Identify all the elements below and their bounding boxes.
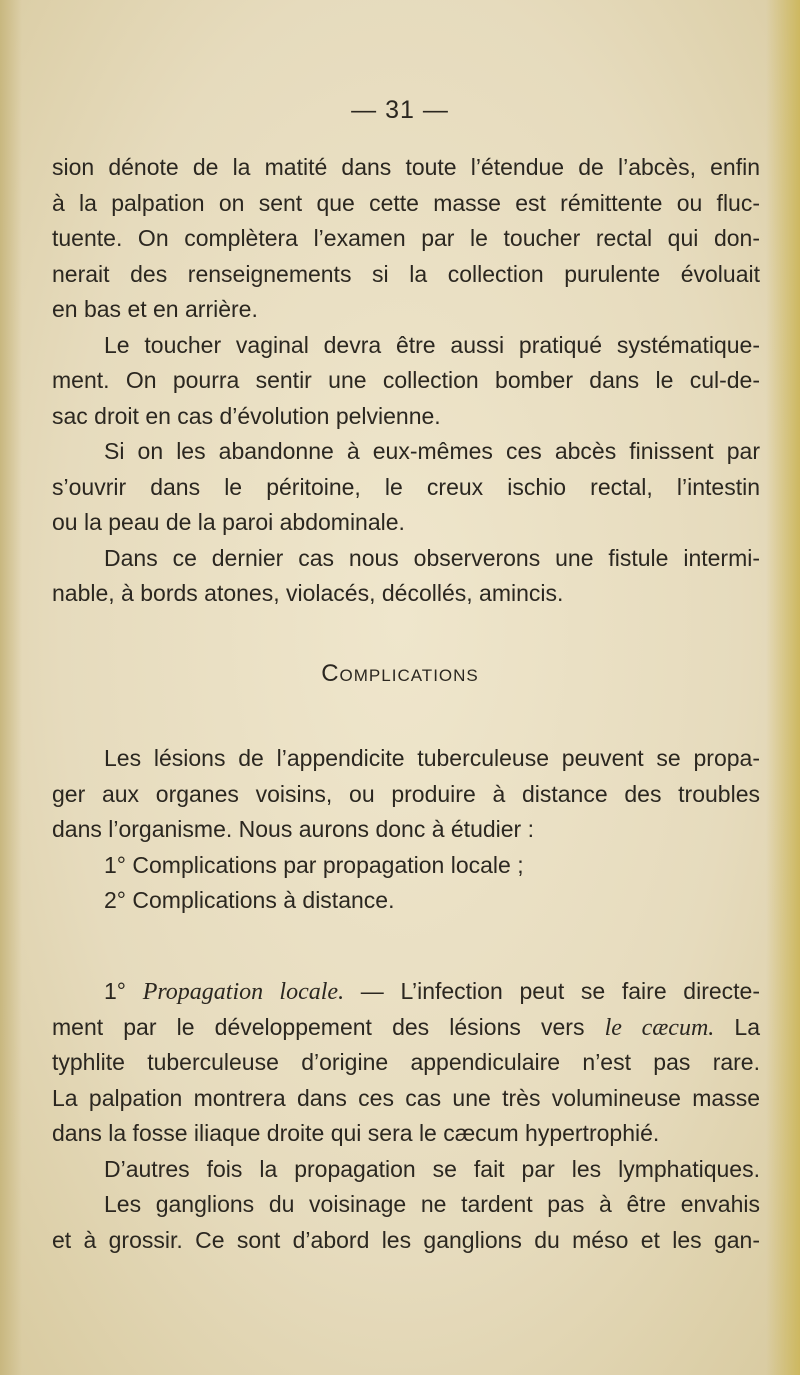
text-line: Dans ce dernier cas nous observerons une fistule intermi- — [104, 544, 760, 571]
text-line — [52, 1010, 760, 1046]
text-line: ment. On pourra sentir une collection bomber dans le cul-de- — [52, 367, 760, 393]
list-item: 1° Complications par propagation locale ; — [104, 851, 524, 878]
text-line: à la palpation on sent que cette masse est rémittente ou fluc- — [52, 189, 760, 216]
text-line: typhlite tuberculeuse d’origine appendiculaire n’est pas rare. — [52, 1049, 760, 1075]
body-text-middle — [52, 741, 760, 919]
text-line: D’autres fois la propagation se fait par les lymphatiques. — [104, 1155, 760, 1182]
body-text-top — [52, 150, 760, 612]
page-number: — 31 — — [351, 96, 449, 124]
text-line: sion dénote de la matité dans toute l’étendue de l’abcès, enfin — [52, 154, 760, 180]
text-line: ou la peau de la paroi abdominale. — [52, 509, 405, 535]
text-line: s’ouvrir dans le péritoine, le creux ischio rectal, l’intestin — [52, 473, 760, 500]
text-line: Les ganglions du voisinage ne tardent pas à être envahis — [104, 1191, 760, 1217]
section-heading — [0, 660, 800, 688]
text-line: Le toucher vaginal devra être aussi pratiqué systématique- — [104, 331, 760, 358]
text-line: en bas et en arrière. — [52, 296, 258, 322]
text-line: sac droit en cas d’évolution pelvienne. — [52, 402, 441, 429]
text-fragment: La — [714, 1013, 760, 1040]
text-fragment: ment par le développement des lésions vers — [52, 1013, 605, 1040]
section-heading-text: Complications — [321, 660, 479, 687]
text-line: La palpation montrera dans ces cas une très volumineuse masse — [52, 1084, 760, 1111]
text-fragment: — L’infection peut se faire directe- — [360, 978, 760, 1004]
text-line: nable, à bords atones, violacés, décollés, amincis. — [52, 580, 564, 606]
text-line: Les lésions de l’appendicite tuberculeuse peuvent se propa- — [104, 745, 760, 771]
text-line — [52, 974, 760, 1010]
text-line: tuente. On complètera l’examen par le toucher rectal qui don- — [52, 225, 760, 251]
text-line: dans la fosse iliaque droite qui sera le cæcum hypertrophié. — [52, 1120, 660, 1146]
text-line: dans l’organisme. Nous aurons donc à étudier : — [52, 816, 535, 842]
body-text-propagation — [52, 974, 760, 1258]
text-line: Si on les abandonne à eux-mêmes ces abcès finissent par — [104, 438, 760, 464]
text-line: nerait des renseignements si la collection purulente évoluait — [52, 260, 760, 287]
item-number: 1° — [104, 978, 126, 1004]
subsection-title: Propagation locale. — [142, 979, 345, 1005]
text-line: et à grossir. Ce sont d’abord les ganglions du méso et les gan- — [52, 1226, 760, 1253]
text-line: ger aux organes voisins, ou produire à distance des troubles — [52, 780, 760, 807]
list-item: 2° Complications à distance. — [104, 887, 395, 913]
italic-term: le cæcum. — [604, 1014, 715, 1041]
